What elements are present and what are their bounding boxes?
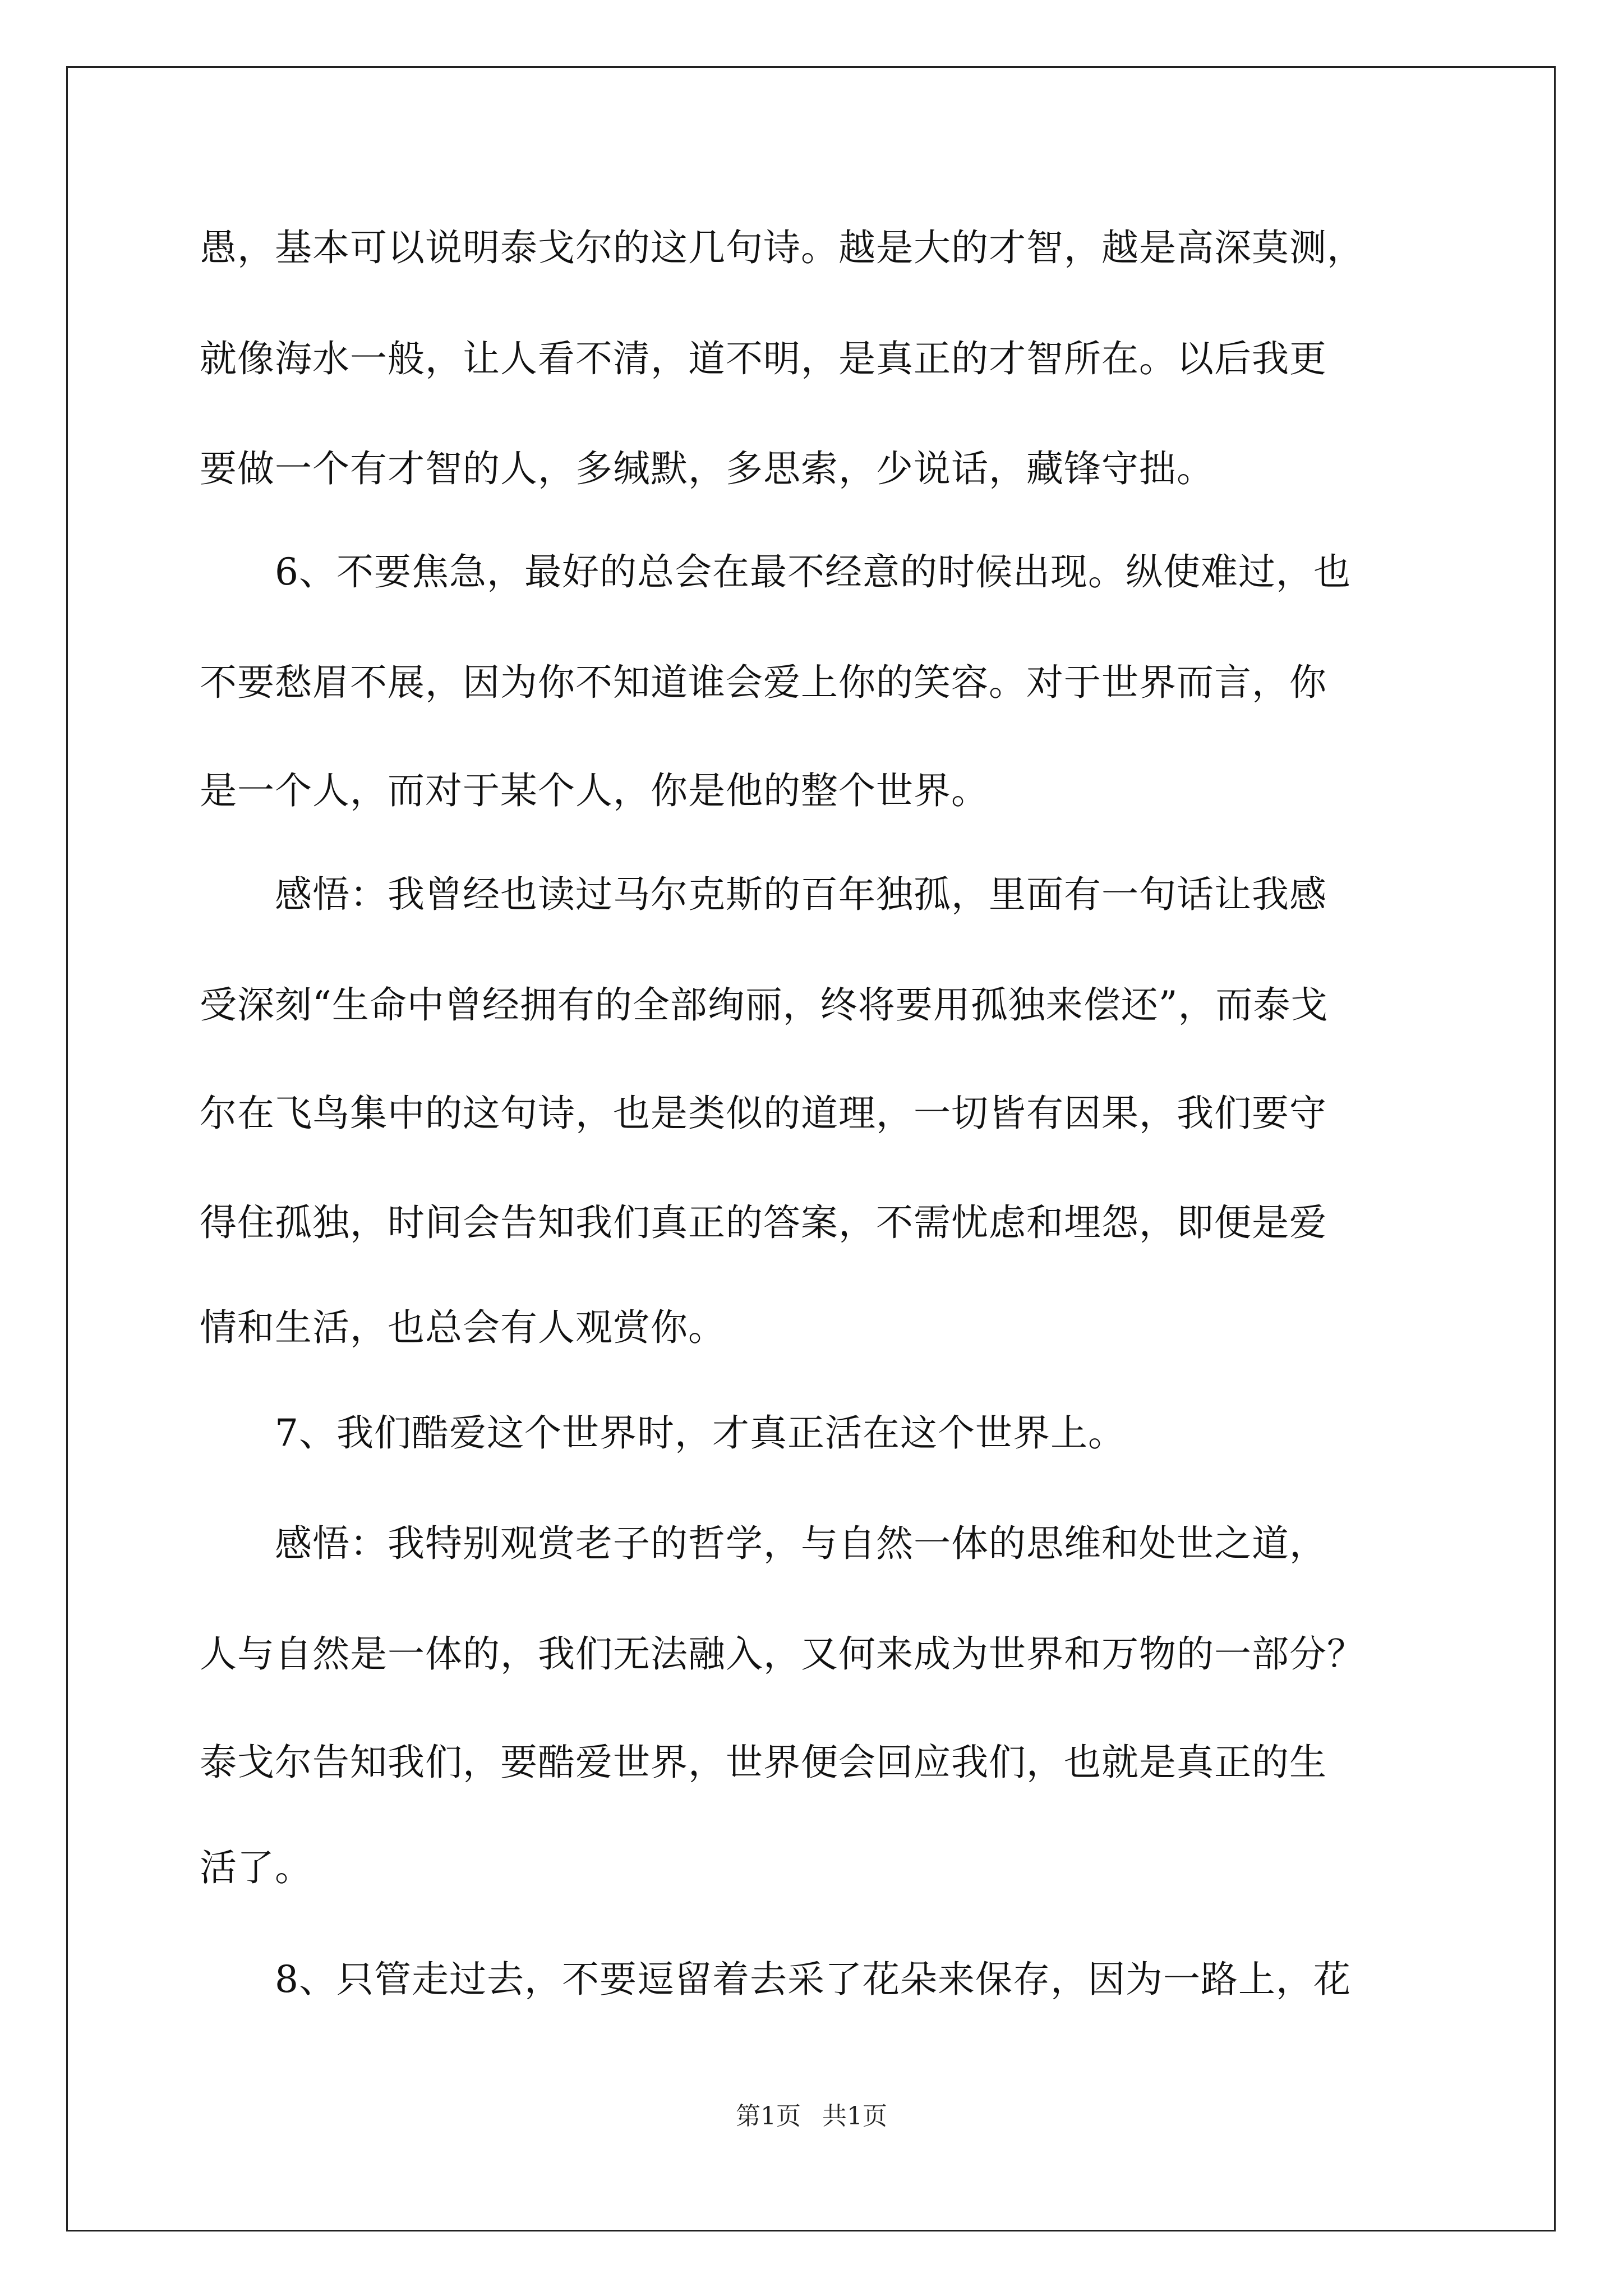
text-line: 愚，基本可以说明泰戈尔的这几句诗。越是大的才智，越是高深莫测， — [200, 226, 1364, 269]
text-line: 就像海水一般，让人看不清，道不明，是真正的才智所在。以后我更 — [200, 337, 1327, 380]
text-line: 不要愁眉不展，因为你不知道谁会爱上你的笑容。对于世界而言，你 — [200, 661, 1327, 704]
text-line: 尔在飞鸟集中的这句诗，也是类似的道理，一切皆有因果，我们要守 — [200, 1092, 1327, 1135]
page-total: 共1页 — [822, 2102, 887, 2131]
text-line: 感悟：我曾经也读过马尔克斯的百年独孤，里面有一句话让我感 — [200, 873, 1327, 916]
page-footer — [0, 2101, 1623, 2132]
text-line: 泰戈尔告知我们，要酷爱世界，世界便会回应我们，也就是真正的生 — [200, 1741, 1327, 1784]
page-number: 第1页 — [736, 2102, 801, 2131]
text-line: 人与自然是一体的，我们无法融入，又何来成为世界和万物的一部分？ — [200, 1632, 1364, 1676]
text-line: 情和生活，也总会有人观赏你。 — [200, 1306, 726, 1349]
text-line: 要做一个有才智的人，多缄默，多思索，少说话，藏锋守拙。 — [200, 447, 1214, 490]
text-line: 7、我们酷爱这个世界时，才真正活在这个世界上。 — [200, 1411, 1126, 1455]
text-line: 受深刻“生命中曾经拥有的全部绚丽，终将要用孤独来偿还”，而泰戈 — [200, 983, 1329, 1027]
text-line: 是一个人，而对于某个人，你是他的整个世界。 — [200, 769, 989, 812]
page-frame — [66, 66, 1556, 2231]
text-line: 得住孤独，时间会告知我们真正的答案，不需忧虑和埋怨，即便是爱 — [200, 1201, 1327, 1244]
text-line: 6、不要焦急，最好的总会在最不经意的时候出现。纵使难过，也 — [200, 550, 1351, 593]
text-line: 活了。 — [200, 1846, 312, 1889]
text-line: 8、只管走过去，不要逗留着去采了花朵来保存，因为一路上，花 — [200, 1958, 1351, 2001]
text-line: 感悟：我特别观赏老子的哲学，与自然一体的思维和处世之道， — [200, 1522, 1327, 1565]
